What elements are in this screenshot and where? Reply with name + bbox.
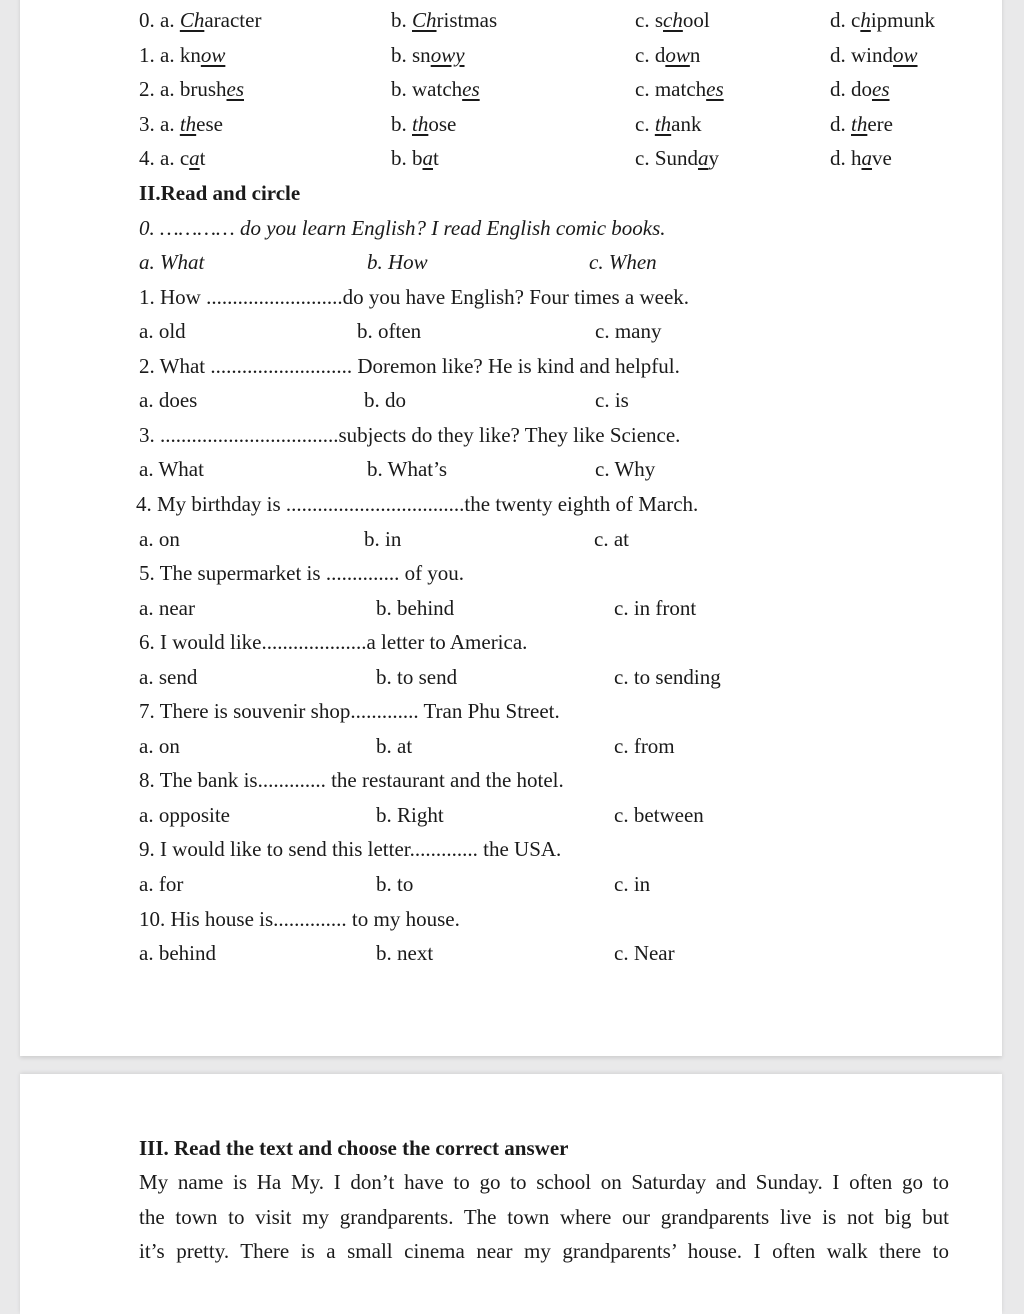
question-text: 1. How ..........................do you have English? Four times a week.	[139, 284, 690, 309]
pronunciation-option[interactable]	[391, 76, 480, 102]
word-end: ipmunk	[870, 8, 935, 32]
question-text: 10. His house is.............. to my house.	[139, 906, 460, 931]
question-text: 2. What ........................... Doremon like? He is kind and helpful.	[139, 353, 680, 378]
underlined-letters: Ch	[179, 8, 205, 32]
option-label: c.	[635, 77, 655, 102]
word-start: match	[654, 77, 707, 102]
word-start: b	[412, 146, 423, 171]
underlined-letters: h	[860, 8, 871, 32]
answer-option[interactable]: a. for	[139, 872, 184, 896]
question-text: 3. ..................................subjects do they like? They like Science.	[139, 422, 681, 447]
underlined-letters: es	[226, 77, 244, 102]
section-2-title: II.Read and circle	[139, 181, 301, 205]
pronunciation-option[interactable]	[391, 7, 497, 33]
option-label: c.	[635, 146, 655, 171]
pronunciation-option[interactable]	[139, 76, 244, 102]
answer-option[interactable]: a. behind	[139, 941, 216, 966]
pronunciation-option[interactable]	[391, 111, 456, 137]
underlined-letters: Ch	[412, 8, 437, 32]
underlined-letters: a	[861, 146, 872, 171]
answer-option[interactable]: c. Why	[595, 457, 656, 482]
word-end: ese	[196, 111, 223, 136]
underlined-letters: a	[189, 146, 200, 171]
option-label: 2. a.	[139, 77, 180, 102]
answer-option[interactable]: b. to send	[376, 664, 458, 689]
word-end: ool	[682, 8, 710, 32]
word-end: ve	[872, 146, 892, 171]
answer-option[interactable]: a. old	[139, 319, 186, 344]
pronunciation-option[interactable]	[635, 145, 719, 171]
option-label: c.	[635, 111, 655, 136]
answer-option[interactable]: b. Right	[376, 802, 444, 827]
word-start: brush	[179, 77, 227, 102]
pronunciation-option[interactable]	[391, 145, 439, 171]
option-label: 3. a.	[139, 111, 180, 136]
underlined-letters: a	[422, 146, 433, 171]
option-label: c.	[635, 8, 655, 32]
answer-option[interactable]: b. What’s	[367, 457, 448, 482]
underlined-letters: th	[412, 111, 429, 136]
section-3-title: III. Read the text and choose the correct answer	[139, 1136, 569, 1160]
option-label: b.	[391, 77, 412, 102]
pronunciation-option[interactable]	[391, 42, 465, 68]
word-start: s	[654, 8, 664, 32]
passage-line: My name is Ha My. I don’t have to go to school on Saturday and Sunday. I often go to	[139, 1170, 949, 1194]
option-label: 4. a.	[139, 146, 180, 171]
word-end: ose	[428, 111, 457, 136]
underlined-letters: th	[654, 111, 672, 136]
pronunciation-option[interactable]	[830, 42, 918, 68]
option-label: d.	[830, 146, 851, 171]
word-start: h	[851, 146, 862, 171]
option-label: d.	[830, 8, 851, 32]
question-text: 5. The supermarket is .............. of you.	[139, 561, 465, 585]
pronunciation-option[interactable]	[635, 7, 710, 33]
underlined-letters: owy	[430, 42, 465, 67]
pronunciation-option[interactable]	[830, 111, 893, 137]
word-start: kn	[179, 42, 201, 67]
pronunciation-option[interactable]	[635, 111, 702, 137]
answer-option[interactable]: c. is	[595, 388, 629, 413]
word-end: t	[199, 146, 206, 171]
answer-option[interactable]: a. on	[139, 526, 180, 551]
option-label: c.	[635, 42, 655, 67]
option-label: d.	[830, 111, 851, 136]
answer-option[interactable]: a. What	[139, 457, 204, 482]
answer-option[interactable]: c. When	[589, 250, 657, 275]
pronunciation-option[interactable]	[635, 42, 700, 68]
answer-option[interactable]: b. How	[367, 250, 428, 275]
answer-option[interactable]: c. Near	[614, 941, 675, 966]
answer-option[interactable]: b. at	[376, 733, 413, 758]
answer-option[interactable]: b. next	[376, 941, 434, 966]
pronunciation-option[interactable]	[635, 76, 724, 102]
option-label: d.	[830, 77, 851, 102]
underlined-letters: ow	[200, 42, 226, 67]
answer-option[interactable]: a. What	[139, 250, 205, 275]
question-text: 8. The bank is............. the restaurant and the hotel.	[139, 768, 564, 793]
word-start: do	[851, 77, 872, 102]
word-end: aracter	[204, 8, 262, 32]
answer-option[interactable]: c. between	[614, 802, 704, 827]
underlined-letters: th	[851, 111, 868, 136]
option-label: b.	[391, 111, 412, 136]
answer-option[interactable]: a. near	[139, 595, 195, 620]
answer-option[interactable]: a. opposite	[139, 802, 230, 827]
word-start: wind	[851, 42, 893, 67]
word-end: y	[708, 146, 720, 171]
option-label: b.	[391, 146, 412, 171]
answer-option[interactable]: c. in	[614, 872, 651, 896]
word-start: sn	[412, 42, 431, 67]
worksheet-page-1	[20, 0, 1002, 1056]
answer-option[interactable]: a. send	[139, 664, 198, 689]
answer-option[interactable]: b. in	[364, 526, 402, 551]
option-label: 0. a.	[139, 8, 180, 32]
option-label: 1. a.	[139, 42, 180, 67]
pronunciation-option[interactable]	[830, 145, 892, 171]
underlined-letters: a	[698, 146, 709, 171]
answer-option[interactable]: c. to sending	[614, 664, 721, 689]
word-start: c	[179, 146, 190, 171]
question-text: 0. ………… do you learn English? I read English comic books.	[139, 215, 666, 240]
option-label: b.	[391, 42, 412, 67]
pronunciation-option[interactable]	[139, 7, 261, 33]
answer-option[interactable]: a. does	[139, 388, 198, 413]
answer-option[interactable]: c. many	[595, 319, 662, 344]
word-start: c	[851, 8, 861, 32]
question-text: 6. I would like....................a letter to America.	[139, 630, 528, 655]
option-label: d.	[830, 42, 851, 67]
answer-option[interactable]: c. in front	[614, 595, 697, 620]
word-end: t	[433, 146, 439, 171]
answer-option[interactable]: b. behind	[376, 595, 455, 620]
answer-option[interactable]: b. do	[364, 388, 406, 413]
word-end: n	[689, 42, 701, 67]
word-end: ere	[867, 111, 893, 136]
word-start: Sund	[654, 146, 699, 171]
underlined-letters: th	[179, 111, 197, 136]
pronunciation-option[interactable]	[139, 145, 206, 171]
pronunciation-option[interactable]	[830, 76, 890, 102]
answer-option[interactable]: b. to	[376, 872, 414, 896]
word-end: ristmas	[436, 8, 498, 32]
passage-line: it’s pretty. There is a small cinema near my grandparents’ house. I often walk there to	[139, 1239, 949, 1263]
underlined-letters: ow	[665, 42, 690, 67]
worksheet-page-2	[20, 1074, 1002, 1314]
question-text: 9. I would like to send this letter............. the USA.	[139, 837, 562, 862]
underlined-letters: ch	[663, 8, 683, 32]
word-start: d	[654, 42, 666, 67]
word-start: watch	[412, 77, 463, 102]
answer-option[interactable]: c. from	[614, 733, 675, 758]
question-text: 4. My birthday is ..................................the twenty eighth of March.	[136, 491, 699, 516]
passage-line: the town to visit my grandparents. The town where our grandparents live is not big but	[139, 1204, 949, 1229]
pronunciation-option[interactable]	[139, 42, 225, 68]
underlined-letters: es	[872, 77, 890, 102]
answer-option[interactable]: b. often	[357, 319, 422, 344]
pronunciation-option[interactable]	[830, 7, 935, 33]
underlined-letters: ow	[893, 42, 918, 67]
underlined-letters: es	[462, 77, 480, 102]
question-text: 7. There is souvenir shop............. Tran Phu Street.	[139, 699, 560, 724]
answer-option[interactable]: a. on	[139, 733, 180, 758]
answer-option[interactable]: c. at	[594, 526, 629, 551]
option-label: b.	[391, 8, 412, 32]
word-end: ank	[671, 111, 702, 136]
pronunciation-option[interactable]	[139, 111, 223, 137]
underlined-letters: es	[706, 77, 724, 102]
